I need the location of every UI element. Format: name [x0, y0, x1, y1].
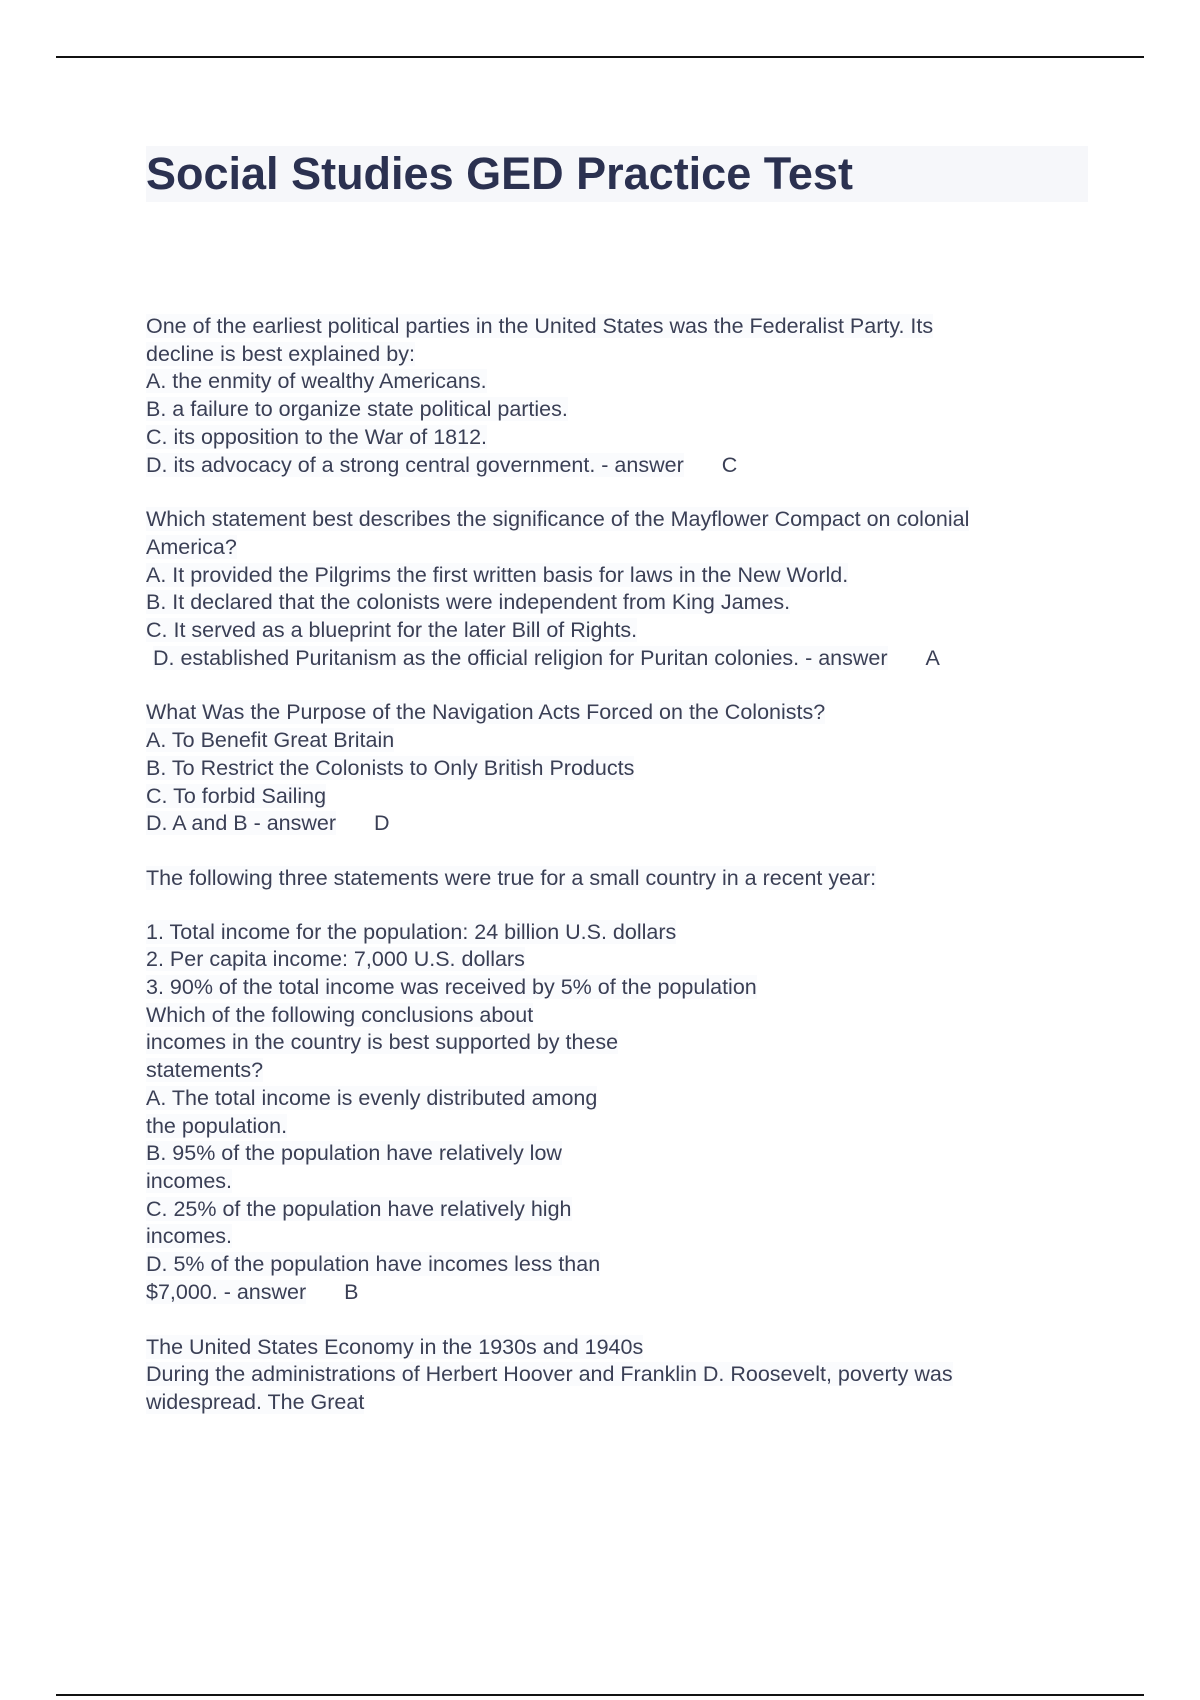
answer-option: A. To Benefit Great Britain	[146, 728, 395, 753]
answer-option: D. 5% of the population have incomes less than	[146, 1252, 601, 1277]
statement-line: 2. Per capita income: 7,000 U.S. dollars	[146, 947, 525, 972]
passage-heading: The United States Economy in the 1930s and 1940s	[146, 1334, 644, 1359]
question-line: Which of the following conclusions about	[146, 1002, 534, 1027]
question-2	[146, 506, 1086, 672]
answer-option-with-key: D. its advocacy of a strong central government. - answer C	[146, 452, 1086, 480]
answer-option: incomes.	[146, 1224, 233, 1249]
closing-passage	[146, 1334, 1086, 1417]
spacer	[146, 893, 1086, 919]
answer-option: C. 25% of the population have relatively high	[146, 1196, 572, 1221]
question-line: decline is best explained by:	[146, 341, 415, 366]
answer-option: B. 95% of the population have relatively low	[146, 1141, 562, 1166]
answer-option: B. To Restrict the Colonists to Only British Products	[146, 755, 635, 780]
answer-key: D	[374, 811, 390, 836]
answer-option-with-key: $7,000. - answer B	[146, 1279, 1086, 1307]
answer-option-with-key: D. established Puritanism as the official religion for Puritan colonies. - answer A	[146, 645, 1086, 673]
answer-option: A. the enmity of wealthy Americans.	[146, 369, 487, 394]
bottom-rule	[56, 1694, 1144, 1696]
answer-option: the population.	[146, 1113, 288, 1138]
answer-option: A. It provided the Pilgrims the first written basis for laws in the New World.	[146, 562, 849, 587]
answer-key: A	[925, 645, 940, 670]
question-intro: The following three statements were true for a small country in a recent year:	[146, 865, 877, 890]
statement-line: 1. Total income for the population: 24 billion U.S. dollars	[146, 919, 677, 944]
answer-key: C	[721, 452, 738, 477]
answer-option: B. a failure to organize state political parties.	[146, 397, 568, 422]
question-line: statements?	[146, 1058, 264, 1083]
answer-option: C. It served as a blueprint for the later Bill of Rights.	[146, 618, 638, 643]
spacer	[146, 672, 1086, 699]
answer-option-with-key: D. A and B - answer D	[146, 810, 1086, 838]
question-line: One of the earliest political parties in the United States was the Federalist Party. Its	[146, 314, 934, 338]
question-line: incomes in the country is best supported by these	[146, 1030, 619, 1055]
answer-option: A. The total income is evenly distributed among	[146, 1085, 598, 1110]
answer-key: B	[344, 1279, 359, 1304]
document-body	[146, 313, 1086, 1417]
top-rule	[56, 56, 1144, 58]
answer-option: incomes.	[146, 1168, 233, 1193]
answer-option: C. its opposition to the War of 1812.	[146, 424, 487, 449]
statement-line: 3. 90% of the total income was received by 5% of the population	[146, 975, 757, 1000]
question-1	[146, 313, 1086, 479]
spacer	[146, 1307, 1086, 1334]
passage-line: widespread. The Great	[146, 1389, 365, 1414]
passage-line: During the administrations of Herbert Hoover and Franklin D. Roosevelt, poverty was	[146, 1362, 953, 1387]
question-4	[146, 865, 1086, 1307]
question-3	[146, 699, 1086, 838]
answer-option: B. It declared that the colonists were independent from King James.	[146, 590, 791, 615]
spacer	[146, 838, 1086, 865]
question-line: What Was the Purpose of the Navigation Acts Forced on the Colonists?	[146, 700, 826, 725]
spacer	[146, 479, 1086, 506]
answer-option: C. To forbid Sailing	[146, 783, 327, 808]
question-line: Which statement best describes the significance of the Mayflower Compact on colonial	[146, 507, 970, 532]
question-line: America?	[146, 534, 237, 559]
page-title: Social Studies GED Practice Test	[146, 148, 853, 199]
